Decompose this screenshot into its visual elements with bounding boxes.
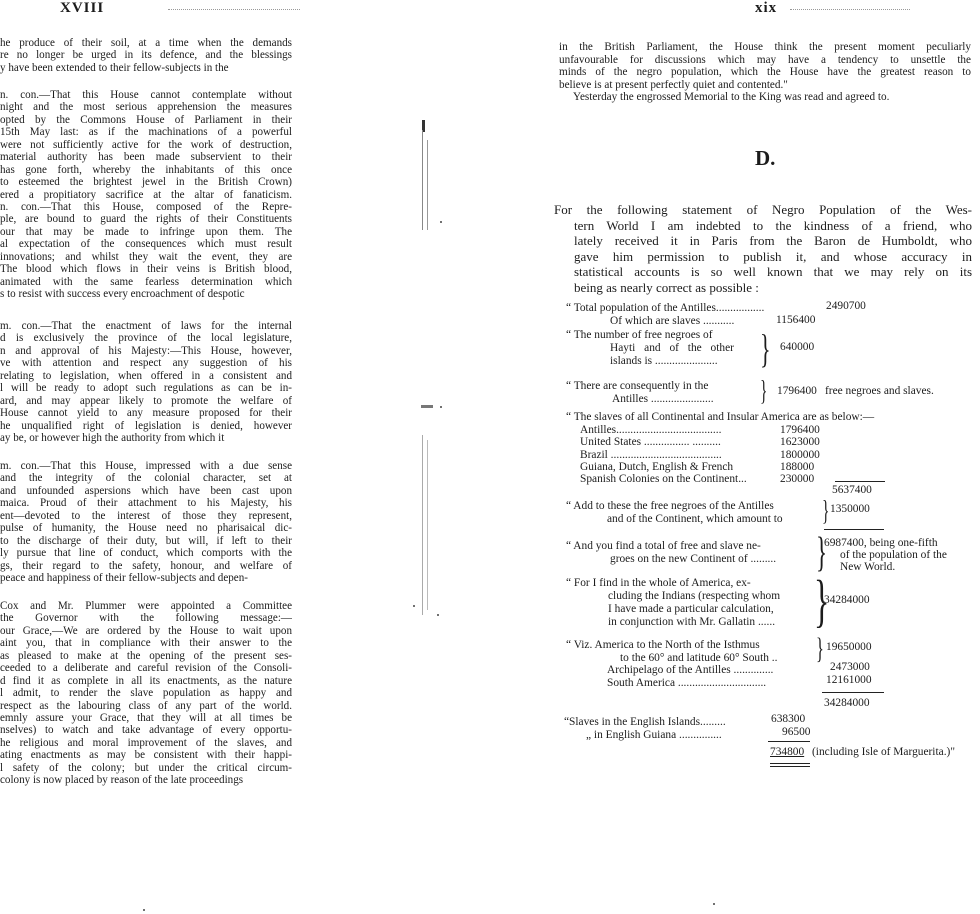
left-text-line: innovations; and whilst they wait the event, they are: [0, 250, 292, 263]
brace: }: [760, 326, 771, 371]
intro-paragraph: [554, 202, 972, 295]
left-text-line: The blood which flows in their veins is British blood,: [0, 263, 292, 276]
region-label: Antilles.....................................: [580, 424, 722, 436]
left-text-line: ating enactments as may be consistent with their happi-: [0, 749, 292, 762]
intro-line: being as nearly correct as possible :: [574, 279, 759, 295]
left-text-line: and the integrity of the colonial character, set at: [0, 472, 292, 485]
left-text-line: material authority has been made subservient to their: [0, 151, 292, 164]
left-paragraph-5: [0, 600, 292, 787]
region-value: 1796400: [780, 424, 820, 436]
intro-line: gave him permission to publish it, and whose accuracy in: [574, 248, 972, 264]
left-header-rule: [168, 9, 300, 10]
left-text-line: s to resist with success every encroachment of despotic: [0, 288, 245, 300]
left-text-line: d is exclusively the province of the local legislature,: [0, 332, 292, 345]
left-text-line: night and the most serious apprehension the measures: [0, 101, 292, 114]
left-text-line: animated with the same fearless determination which: [0, 275, 292, 288]
find-value-1: 6987400, being one-fifth: [824, 537, 938, 549]
left-text-line: he unqualified right of legislation is denied, however: [0, 419, 292, 432]
consequently-note: free negroes and slaves.: [825, 385, 934, 397]
region-value: 1623000: [780, 436, 820, 449]
left-text-line: al expectation of the consequences which must result: [0, 238, 292, 251]
left-paragraph-1: [0, 37, 292, 74]
free-line-3: islands is ......................: [610, 355, 718, 367]
brace: }: [816, 530, 828, 576]
viz-line-2: to the 60° and latitude 60° South ..: [620, 652, 778, 664]
left-text-line: colony is now placed by reason of the late proceedings: [0, 774, 244, 787]
region-value: 1800000: [780, 448, 820, 461]
speck: [437, 614, 439, 616]
consequently-value: 1796400: [777, 385, 817, 397]
add-line-1: “ Add to these the free negroes of the Antilles: [566, 500, 774, 512]
brace: }: [822, 496, 830, 527]
section-letter: D.: [755, 146, 776, 170]
right-header-rule: [790, 9, 910, 10]
right-page: [554, 0, 976, 914]
gutter-mark: [421, 405, 433, 408]
speck: [413, 605, 415, 607]
left-text-line: House cannot yield to any measure proposed for their: [0, 407, 292, 420]
left-text-line: m. con.—That this House, impressed with a due sense: [0, 460, 292, 472]
left-text-line: opted by the Commons House of Parliament in their: [0, 113, 292, 126]
left-text-line: and unfounded aspersions which have been cast upon: [0, 484, 292, 497]
left-text-line: l safety of the colony; but under the critical circum-: [0, 761, 292, 774]
left-text-line: ered a propitiatory sacrifice at the altar of fanaticism.: [0, 188, 292, 201]
add-value: 1350000: [830, 503, 870, 515]
total-value: 2490700: [826, 300, 866, 312]
left-text-line: peace and happiness of their fellow-subjects and depen-: [0, 571, 248, 584]
archipelago-value: 2473000: [830, 661, 870, 673]
english-islands-value: 638300: [771, 713, 806, 725]
left-page-number: XVIII: [60, 0, 105, 16]
left-text-line: m. con.—That the enactment of laws for the internal: [0, 320, 292, 332]
region-label: United States ................ ..........: [580, 436, 721, 449]
left-paragraph-4: [0, 460, 292, 584]
double-rule: [770, 766, 810, 767]
left-text-line: relating to legislation, when offered in a consistent and: [0, 369, 292, 382]
left-text-line: ent—devoted to the interest of those they represent,: [0, 509, 292, 522]
left-text-line: to esteemed the brightest jewel in the British Crown): [0, 176, 292, 189]
continuation-line: believe is at present perfectly quiet and contented.": [559, 78, 788, 91]
final-note: (including Isle of Marguerita.)": [812, 746, 955, 758]
left-text-line: aint you, that in compliance with their answer to the: [0, 637, 292, 650]
whole-line-1: “ For I find in the whole of America, ex-: [566, 577, 751, 589]
sum-rule: [822, 692, 884, 693]
continuation-line: in the British Parliament, the House think the present moment peculiarly: [559, 41, 971, 53]
left-text-line: were not sufficiently active for the work of destruction,: [0, 138, 292, 151]
left-text-line: n. con.—That this House cannot contemplate without: [0, 89, 292, 101]
left-text-line: ly pursue that line of conduct, which comports with the: [0, 547, 292, 560]
final-value: 734800: [770, 746, 805, 758]
left-text-line: n. con.—That this House, composed of the Repre-: [0, 200, 292, 213]
left-text-line: Cox and Mr. Plummer were appointed a Committee: [0, 600, 292, 612]
add-line-2: and of the Continent, which amount to: [607, 513, 783, 525]
brace: }: [814, 568, 830, 633]
double-rule: [770, 763, 810, 764]
guiana-label: „ in English Guiana ...............: [586, 729, 722, 741]
brace: }: [816, 632, 824, 665]
region-label: Guiana, Dutch, English & French: [580, 460, 734, 473]
america-heading: “ The slaves of all Continental and Insular America are as below:—: [566, 411, 875, 423]
left-text-line: n and approval of his Majesty:—This House, however,: [0, 344, 292, 357]
consequently-line-1: “ There are consequently in the: [566, 380, 709, 392]
continuation-line: Yesterday the engrossed Memorial to the King was read and agreed to.: [573, 91, 890, 104]
left-paragraph-2: [0, 89, 292, 300]
left-text-line: emnly assure your Grace, that they will at all times be: [0, 711, 292, 724]
whole-line-4: in conjunction with Mr. Gallatin ......: [608, 616, 776, 628]
left-text-line: respect as the labouring class of any part of the world.: [0, 699, 292, 712]
whole-line-3: I have made a particular calculation,: [608, 603, 774, 615]
consequently-line-2: Antilles ......................: [612, 393, 714, 405]
left-text-line: ple, are bound to guard the rights of their Constituents: [0, 213, 292, 226]
south-label: South America ...............................: [607, 677, 767, 689]
right-page-number: xix: [755, 0, 778, 16]
gutter-mark: [427, 140, 428, 230]
whole-value: 34284000: [824, 594, 870, 606]
left-text-line: ard, and may appear likely to promote the welfare of: [0, 394, 292, 407]
left-text-line: our Grace,—We are ordered by the House to wait upon: [0, 624, 292, 637]
left-text-line: maica. Proud of their attachment to his Majesty, his: [0, 497, 292, 510]
viz-total: 34284000: [824, 697, 870, 709]
left-text-line: l will be ready to adopt such regulations as can be in-: [0, 382, 292, 395]
regions-total: 5637400: [832, 484, 872, 496]
find-value-2: of the population of the: [840, 549, 947, 561]
speck: [440, 221, 442, 223]
left-text-line: has gone forth, whereby the inhabitants of this once: [0, 163, 292, 176]
gutter-mark: [427, 440, 428, 610]
intro-line: tern World I am indebted to the kindness of a friend, who: [574, 217, 972, 233]
free-value: 640000: [780, 341, 815, 353]
speck: [143, 909, 145, 911]
speck: [440, 406, 442, 408]
left-text-line: our that may be made to infringe upon them. The: [0, 225, 292, 238]
south-value: 12161000: [826, 674, 872, 686]
slaves-label: Of which are slaves ...........: [610, 315, 735, 327]
find-value-3: New World.: [840, 561, 896, 573]
free-line-1: “ The number of free negroes of: [566, 329, 713, 341]
left-text-line: d find it as complete in all its enactments, as the nature: [0, 674, 292, 687]
left-page: [0, 0, 300, 914]
guiana-value: 96500: [782, 726, 811, 738]
whole-line-2: cluding the Indians (respecting whom: [608, 590, 781, 602]
left-text-line: l admit, to render the slave population as happy and: [0, 687, 292, 700]
region-label: Brazil .......................................: [580, 448, 722, 461]
left-text-line: the Governor with the following message:—: [0, 612, 292, 625]
left-text-line: ve with attention and respect any suggestion of his: [0, 357, 292, 370]
left-text-line: gs, their regard to the safety, honour, and welfare of: [0, 559, 292, 572]
left-text-line: nselves) to watch and take advantage of every opportu-: [0, 724, 292, 737]
intro-line: For the following statement of Negro Population of the Wes-: [554, 202, 972, 217]
region-value: 188000: [780, 460, 815, 473]
viz-line-1: “ Viz. America to the North of the Isthmus: [566, 639, 760, 651]
english-islands-label: “Slaves in the English Islands.........: [564, 716, 726, 728]
left-text-line: re no longer be urged in its defence, and the blessings: [0, 49, 292, 62]
find-line-2: groes on the new Continent of .........: [610, 553, 777, 565]
sum-rule: [768, 741, 810, 742]
left-text-line: ay be, or however high the authority from which it: [0, 431, 225, 444]
left-paragraph-3: [0, 320, 292, 444]
left-text-line: as pleased to make at the opening of the present ses-: [0, 649, 292, 662]
continuation-text: [559, 41, 971, 104]
intro-line: statistical accounts is so well known that we may rely on its: [574, 264, 972, 279]
intro-line: lately received it in Paris from the Baron de Humboldt, who: [574, 233, 972, 248]
continuation-line: minds of the negro population, which the House have the greatest reason to: [559, 66, 971, 79]
find-line-1: “ And you find a total of free and slave ne-: [566, 540, 761, 552]
gutter-mark: [422, 130, 423, 230]
viz-value: 19650000: [826, 641, 872, 653]
left-text-line: y have been extended to their fellow-subjects in the: [0, 61, 229, 74]
left-text-line: ceeded to a deliberate and careful revision of the Consoli-: [0, 662, 292, 675]
left-text-line: he religious and moral improvement of the slaves, and: [0, 736, 292, 749]
left-text-line: he produce of their soil, at a time when the demands: [0, 37, 292, 49]
left-text-line: 15th May last: as if the machinations of a powerful: [0, 126, 292, 139]
sum-rule: [824, 529, 884, 530]
brace: }: [760, 376, 768, 407]
free-line-2: Hayti and of the other: [610, 342, 734, 354]
continuation-line: unfavourable for discussions which may have a tendency to unsettle the: [559, 53, 971, 66]
region-value: 230000: [780, 473, 815, 486]
left-text-line: pulse of humanity, the House need no pharisaical dic-: [0, 522, 292, 535]
total-label: “ Total population of the Antilles.................: [566, 302, 765, 314]
sum-rule: [835, 481, 885, 482]
archipelago-label: Archipelago of the Antilles ..............: [607, 664, 774, 676]
gutter-mark: [422, 435, 423, 615]
region-label: Spanish Colonies on the Continent...: [580, 473, 747, 486]
slaves-value: 1156400: [776, 314, 816, 326]
left-text-line: to the discharge of their duty, but will, if left to their: [0, 534, 292, 547]
